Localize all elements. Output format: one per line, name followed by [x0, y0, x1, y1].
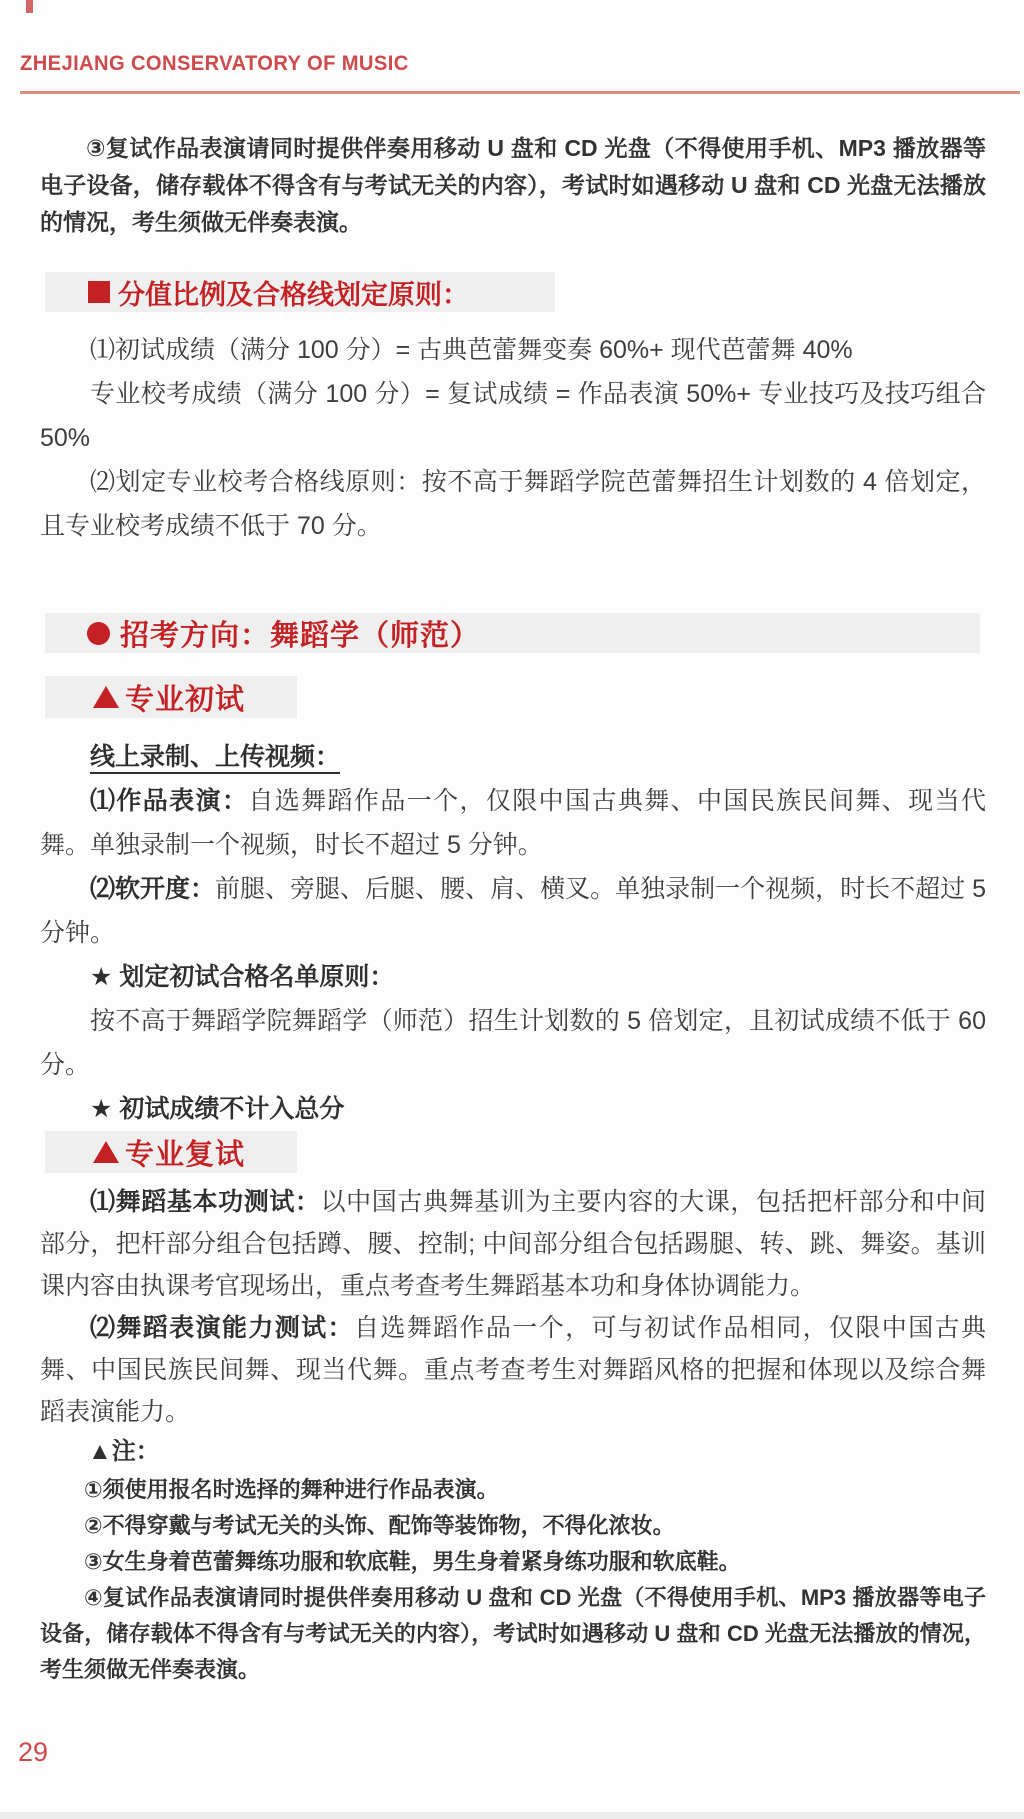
score-paragraph: 专业校考成绩（满分 100 分）= 复试成绩 = 作品表演 50%+ 专业技巧及技巧组合 50%: [40, 380, 986, 452]
item-prefix: ⑵舞蹈表演能力测试：: [90, 1314, 354, 1342]
item-prefix: ⑴舞蹈基本功测试：: [90, 1188, 321, 1216]
notes-list: [40, 1472, 986, 1688]
item-text: 前腿、旁腿、后腿、腰、肩、横叉。单独录制一个视频，时长不超过 5 分钟。: [40, 875, 986, 947]
brand-wordmark: ZHEJIANG CONSERVATORY OF MUSIC: [20, 52, 409, 75]
direction-section-title: 招考方向：舞蹈学（师范）: [120, 619, 481, 652]
square-bullet-icon: [88, 281, 110, 303]
triangle-bullet-icon: [93, 686, 119, 708]
bottom-edge-strip: [0, 1812, 1024, 1819]
second-exam-item: [40, 1307, 986, 1433]
star-rule-title: ★ 划定初试合格名单原则：: [90, 963, 395, 991]
item-prefix: ⑴作品表演：: [90, 787, 249, 815]
first-exam-item: [40, 867, 986, 955]
triangle-bullet-icon: [93, 1141, 119, 1163]
star-rule-text: 按不高于舞蹈学院舞蹈学（师范）招生计划数的 5 倍划定，且初试成绩不低于 60 分。: [40, 1007, 986, 1079]
page-content: [40, 0, 986, 1688]
second-exam-item: [40, 1181, 986, 1307]
online-recording-subtitle: 线上录制、上传视频：: [90, 743, 341, 771]
section-header-first-exam: [45, 676, 297, 718]
item-prefix: ⑵软开度：: [90, 875, 216, 903]
score-paragraph: ⑵划定专业校考合格线原则：按不高于舞蹈学院芭蕾舞招生计划数的 4 倍划定，且专业校考成绩不低于 70 分。: [40, 468, 986, 540]
section-header-score-ratio: [45, 272, 555, 312]
section-header-direction: [45, 613, 980, 653]
note-item: ②不得穿戴与考试无关的头饰、配饰等装饰物，不得化浓妆。: [84, 1513, 675, 1538]
intro-note-paragraph: ③复试作品表演请同时提供伴奏用移动 U 盘和 CD 光盘（不得使用手机、MP3 播放器等电子设备，储存载体不得含有与考试无关的内容），考试时如遇移动 U 盘和 CD 光盘无法播放的情况，考生须做无伴奏表演。: [40, 135, 986, 235]
score-paragraph: ⑴初试成绩（满分 100 分）= 古典芭蕾舞变奏 60%+ 现代芭蕾舞 40%: [90, 336, 853, 364]
item-text: 自选舞蹈作品一个，可与初试作品相同，仅限中国古典舞、中国民族民间舞、现当代舞。重点考查考生对舞蹈风格的把握和体现以及综合舞蹈表演能力。: [40, 1314, 986, 1426]
corner-mark: [26, 0, 33, 13]
note-item: ①须使用报名时选择的舞种进行作品表演。: [84, 1477, 499, 1502]
second-exam-title: 专业复试: [125, 1138, 246, 1171]
circle-bullet-icon: [87, 622, 110, 645]
score-section-title: 分值比例及合格线划定原则：: [118, 279, 469, 310]
first-exam-title: 专业初试: [125, 683, 246, 716]
notes-title: ▲注：: [88, 1438, 160, 1465]
star-note: ★ 初试成绩不计入总分: [90, 1095, 345, 1123]
section-header-second-exam: [45, 1131, 297, 1173]
page-number: 29: [18, 1737, 49, 1767]
note-item: ③女生身着芭蕾舞练功服和软底鞋，男生身着紧身练功服和软底鞋。: [84, 1549, 741, 1574]
note-item: ④复试作品表演请同时提供伴奏用移动 U 盘和 CD 光盘（不得使用手机、MP3 播放器等电子设备，储存载体不得含有与考试无关的内容），考试时如遇移动 U 盘和 CD 光盘无法播放的情况，考生须做无伴奏表演。: [40, 1585, 986, 1682]
first-exam-item: [40, 779, 986, 867]
item-text: 自选舞蹈作品一个，仅限中国古典舞、中国民族民间舞、现当代舞。单独录制一个视频，时长不超过 5 分钟。: [40, 787, 986, 859]
item-text: 以中国古典舞基训为主要内容的大课，包括把杆部分和中间部分，把杆部分组合包括蹲、腰、控制; 中间部分组合包括踢腿、转、跳、舞姿。基训课内容由执课考官现场出，重点考查考生舞蹈基本功和身体协调能力。: [40, 1188, 986, 1300]
